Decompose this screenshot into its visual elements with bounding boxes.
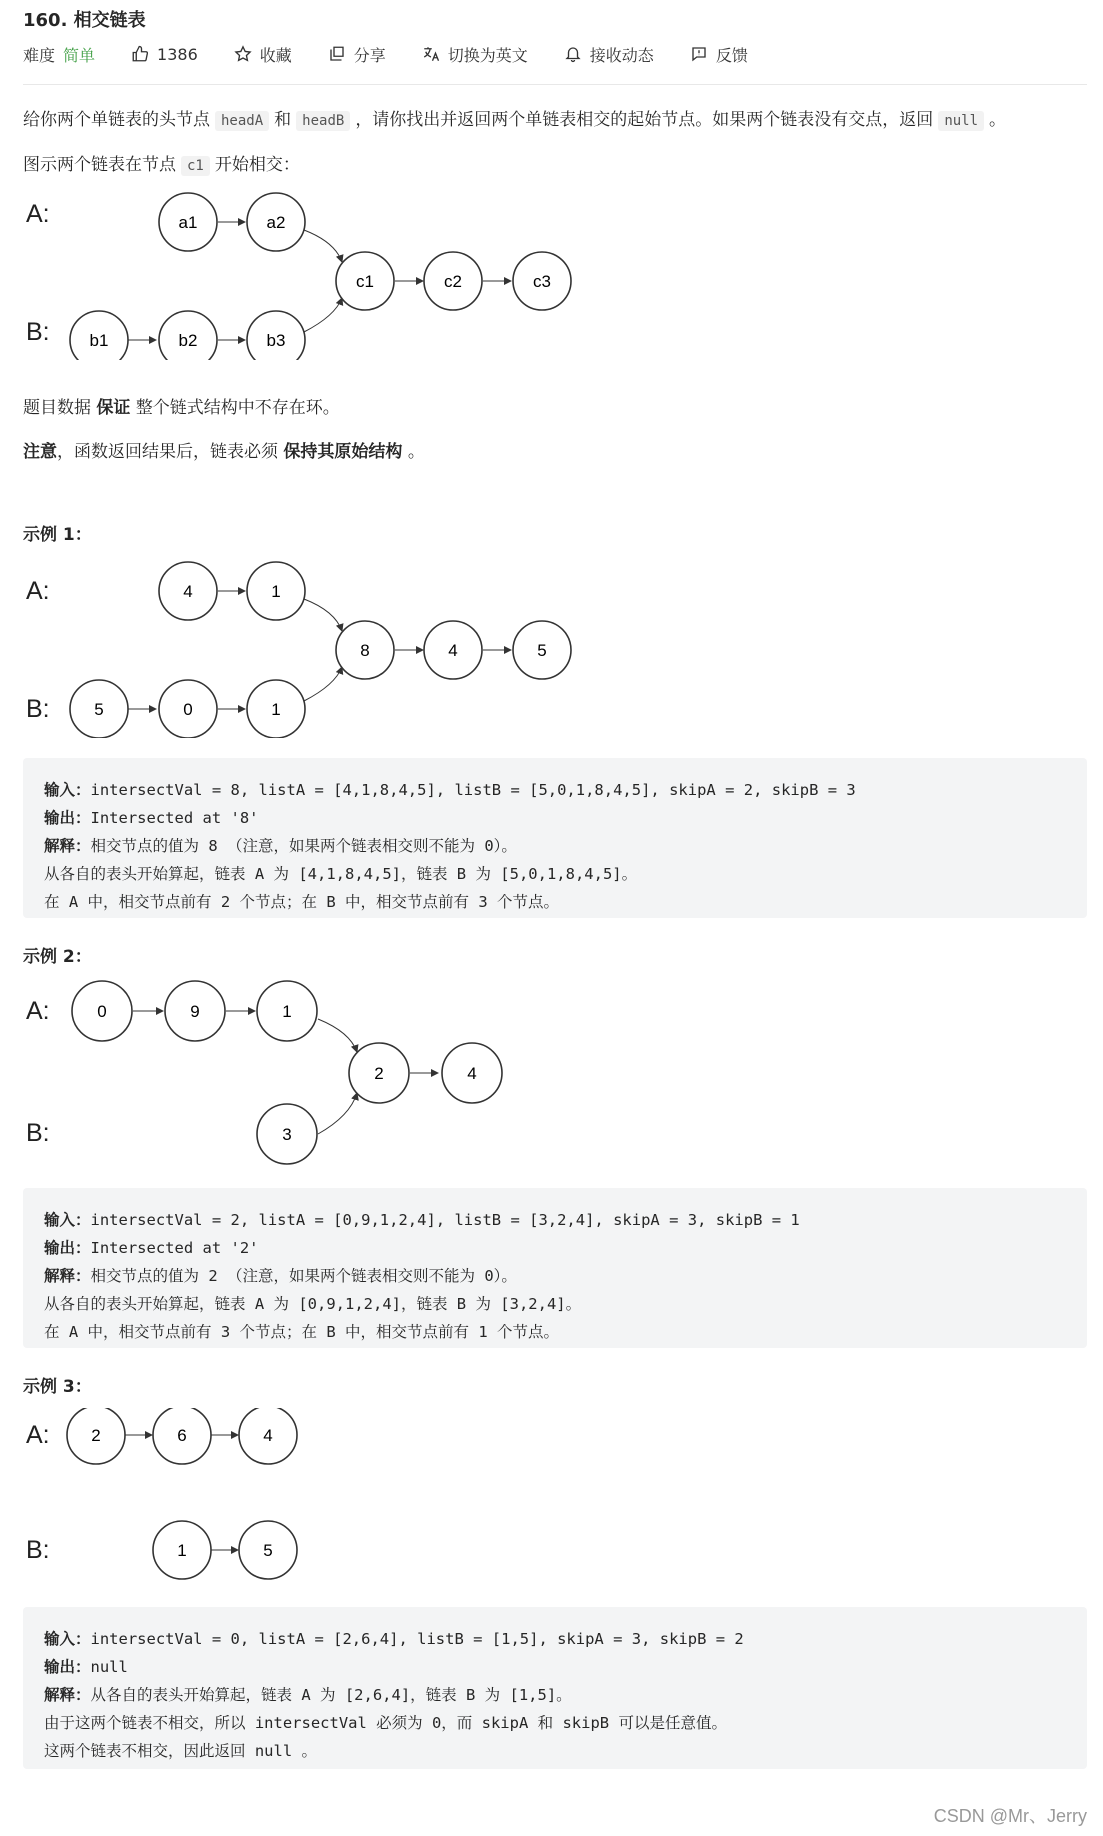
like-button[interactable] xyxy=(131,45,198,64)
list-node xyxy=(159,680,217,738)
list-node xyxy=(70,680,128,738)
svg-text:5: 5 xyxy=(94,700,104,719)
feedback-button[interactable] xyxy=(690,43,748,66)
feedback-icon xyxy=(690,45,708,63)
example-input: 输入：intersectVal = 8, listA = [4,1,8,4,5], listB = [5,0,1,8,4,5], skipA = 2, skipB = 3 xyxy=(44,781,856,799)
bold-text: 注意 xyxy=(23,442,57,462)
example-explanation-line: 在 A 中，相交节点前有 3 个节点；在 B 中，相交节点前有 1 个节点。 xyxy=(44,1323,559,1341)
example-explanation-line: 从各自的表头开始算起，链表 A 为 [0,9,1,2,4]，链表 B 为 [3,2,4]。 xyxy=(44,1295,582,1313)
text: ，函数返回结果后，链表必须 xyxy=(57,442,278,462)
example-2-heading: 示例 2： xyxy=(23,947,92,967)
list-node xyxy=(424,252,482,310)
example-2-diagram xyxy=(0,978,560,1178)
favorite-label: 收藏 xyxy=(259,45,292,65)
example-3-diagram xyxy=(0,1408,400,1598)
thumbs-up-icon xyxy=(131,45,149,63)
example-output: 输出：Intersected at '8' xyxy=(44,809,259,827)
svg-text:2: 2 xyxy=(374,1064,384,1083)
example-1-diagram xyxy=(0,558,600,738)
list-b-label: B: xyxy=(26,318,50,346)
list-node xyxy=(153,1521,211,1579)
list-node xyxy=(513,252,571,310)
example-explanation: 解释：相交节点的值为 2 （注意，如果两个链表相交则不能为 0）。 xyxy=(44,1267,517,1285)
list-b-label: B: xyxy=(26,1119,50,1147)
svg-text:a1: a1 xyxy=(178,213,198,232)
svg-text:4: 4 xyxy=(448,641,458,660)
subscribe-label: 接收动态 xyxy=(589,45,654,65)
bold-text: 保持其原始结构 xyxy=(283,442,403,462)
svg-text:b2: b2 xyxy=(178,331,198,350)
example-output: 输出：Intersected at '2' xyxy=(44,1239,259,1257)
inline-code: c1 xyxy=(181,156,210,176)
example-output: 输出：null xyxy=(44,1658,128,1676)
watermark: CSDN @Mr、Jerry xyxy=(933,1806,1087,1826)
difficulty-label: 难度 xyxy=(23,45,56,65)
example-explanation-line: 从各自的表头开始算起，链表 A 为 [4,1,8,4,5]，链表 B 为 [5,0,1,8,4,5]。 xyxy=(44,865,638,883)
text: 图示两个链表在节点 xyxy=(23,155,176,175)
svg-text:4: 4 xyxy=(263,1426,273,1445)
list-node xyxy=(424,621,482,679)
feedback-label: 反馈 xyxy=(715,45,748,65)
list-a-label: A: xyxy=(26,997,50,1025)
example-3-heading: 示例 3： xyxy=(23,1377,92,1397)
list-node xyxy=(72,981,132,1041)
svg-text:4: 4 xyxy=(467,1064,477,1083)
share-icon xyxy=(328,45,346,63)
list-node xyxy=(336,252,394,310)
translate-icon xyxy=(422,45,440,63)
svg-text:0: 0 xyxy=(183,700,193,719)
list-b-label: B: xyxy=(26,695,50,723)
list-node xyxy=(336,621,394,679)
text: 开始相交： xyxy=(214,155,300,175)
svg-text:1: 1 xyxy=(282,1002,292,1021)
list-node xyxy=(159,193,217,251)
svg-text:c2: c2 xyxy=(444,272,462,291)
difficulty xyxy=(23,43,95,66)
svg-text:6: 6 xyxy=(177,1426,187,1445)
divider xyxy=(23,84,1087,85)
list-node xyxy=(247,680,305,738)
bold-text: 保证 xyxy=(96,398,131,418)
list-node xyxy=(247,562,305,620)
inline-code: headB xyxy=(296,111,350,131)
text: 。 xyxy=(407,442,425,462)
svg-text:0: 0 xyxy=(97,1002,107,1021)
list-node xyxy=(239,1521,297,1579)
list-node xyxy=(153,1408,211,1464)
svg-text:b3: b3 xyxy=(266,331,286,350)
example-explanation: 解释：相交节点的值为 8 （注意，如果两个链表相交则不能为 0）。 xyxy=(44,837,517,855)
example-3-linked-list-diagram xyxy=(0,1408,400,1598)
list-node xyxy=(513,621,571,679)
text: 题目数据 xyxy=(23,398,91,418)
difficulty-badge: 简单 xyxy=(63,45,96,65)
list-node xyxy=(165,981,225,1041)
list-node xyxy=(257,981,317,1041)
description-paragraph-3 xyxy=(23,393,340,418)
text: 给你两个单链表的头节点 xyxy=(23,110,210,130)
list-node xyxy=(349,1043,409,1103)
example-explanation-line: 这两个链表不相交，因此返回 null 。 xyxy=(44,1742,317,1760)
svg-text:1: 1 xyxy=(177,1541,187,1560)
intro-linked-list-diagram xyxy=(0,190,600,360)
inline-code: headA xyxy=(215,111,269,131)
svg-text:2: 2 xyxy=(91,1426,101,1445)
list-node xyxy=(257,1104,317,1164)
problem-meta-bar xyxy=(23,42,748,66)
example-input: 输入：intersectVal = 0, listA = [2,6,4], listB = [1,5], skipA = 3, skipB = 2 xyxy=(44,1630,744,1648)
svg-text:3: 3 xyxy=(282,1125,292,1144)
example-explanation-line: 在 A 中，相交节点前有 2 个节点；在 B 中，相交节点前有 3 个节点。 xyxy=(44,893,559,911)
list-a-label: A: xyxy=(26,577,50,605)
star-icon xyxy=(234,45,252,63)
text: ，请你找出并返回两个单链表相交的起始节点。如果两个链表没有交点，返回 xyxy=(355,110,934,130)
svg-text:9: 9 xyxy=(190,1002,200,1021)
example-1-heading: 示例 1： xyxy=(23,525,92,545)
example-input: 输入：intersectVal = 2, listA = [0,9,1,2,4], listB = [3,2,4], skipA = 3, skipB = 1 xyxy=(44,1211,800,1229)
example-3-box xyxy=(23,1607,1087,1769)
svg-text:1: 1 xyxy=(271,582,281,601)
svg-text:c1: c1 xyxy=(356,272,374,291)
favorite-button[interactable] xyxy=(234,43,292,66)
list-node xyxy=(159,311,217,360)
svg-text:5: 5 xyxy=(537,641,547,660)
bell-icon xyxy=(564,45,582,63)
svg-text:a2: a2 xyxy=(266,213,286,232)
list-node xyxy=(239,1408,297,1464)
example-1-box xyxy=(23,758,1087,918)
text: 整个链式结构中不存在环。 xyxy=(135,398,340,418)
list-node xyxy=(159,562,217,620)
share-button[interactable] xyxy=(328,43,386,66)
diagram-intro xyxy=(0,190,600,360)
example-2-box xyxy=(23,1188,1087,1348)
svg-text:8: 8 xyxy=(360,641,370,660)
svg-text:4: 4 xyxy=(183,582,193,601)
subscribe-button[interactable] xyxy=(564,43,654,66)
list-a-label: A: xyxy=(26,1421,50,1449)
svg-text:b1: b1 xyxy=(89,331,109,350)
inline-code: null xyxy=(938,111,984,131)
list-b-label: B: xyxy=(26,1536,50,1564)
example-explanation: 解释：从各自的表头开始算起，链表 A 为 [2,6,4]，链表 B 为 [1,5]。 xyxy=(44,1686,572,1704)
switch-language-button[interactable] xyxy=(422,43,528,66)
svg-text:5: 5 xyxy=(263,1541,273,1560)
description-paragraph-4 xyxy=(23,437,425,462)
list-node xyxy=(67,1408,125,1464)
description-paragraph-2 xyxy=(23,150,300,175)
share-label: 分享 xyxy=(353,45,386,65)
list-a-label: A: xyxy=(26,200,50,228)
example-2-linked-list-diagram xyxy=(0,978,560,1178)
text: 。 xyxy=(989,110,1007,130)
svg-text:1: 1 xyxy=(271,700,281,719)
example-1-linked-list-diagram xyxy=(0,558,600,738)
list-node xyxy=(247,193,305,251)
list-node xyxy=(442,1043,502,1103)
list-node xyxy=(247,311,305,360)
example-explanation-line: 由于这两个链表不相交，所以 intersectVal 必须为 0，而 skipA 和 skipB 可以是任意值。 xyxy=(44,1714,727,1732)
list-node xyxy=(70,311,128,360)
text: 和 xyxy=(274,110,292,130)
problem-title: 160. 相交链表 xyxy=(23,10,146,31)
svg-text:c3: c3 xyxy=(533,272,551,291)
switch-language-label: 切换为英文 xyxy=(447,45,528,65)
like-count: 1386 xyxy=(157,44,198,64)
description-paragraph-1 xyxy=(23,105,1006,130)
